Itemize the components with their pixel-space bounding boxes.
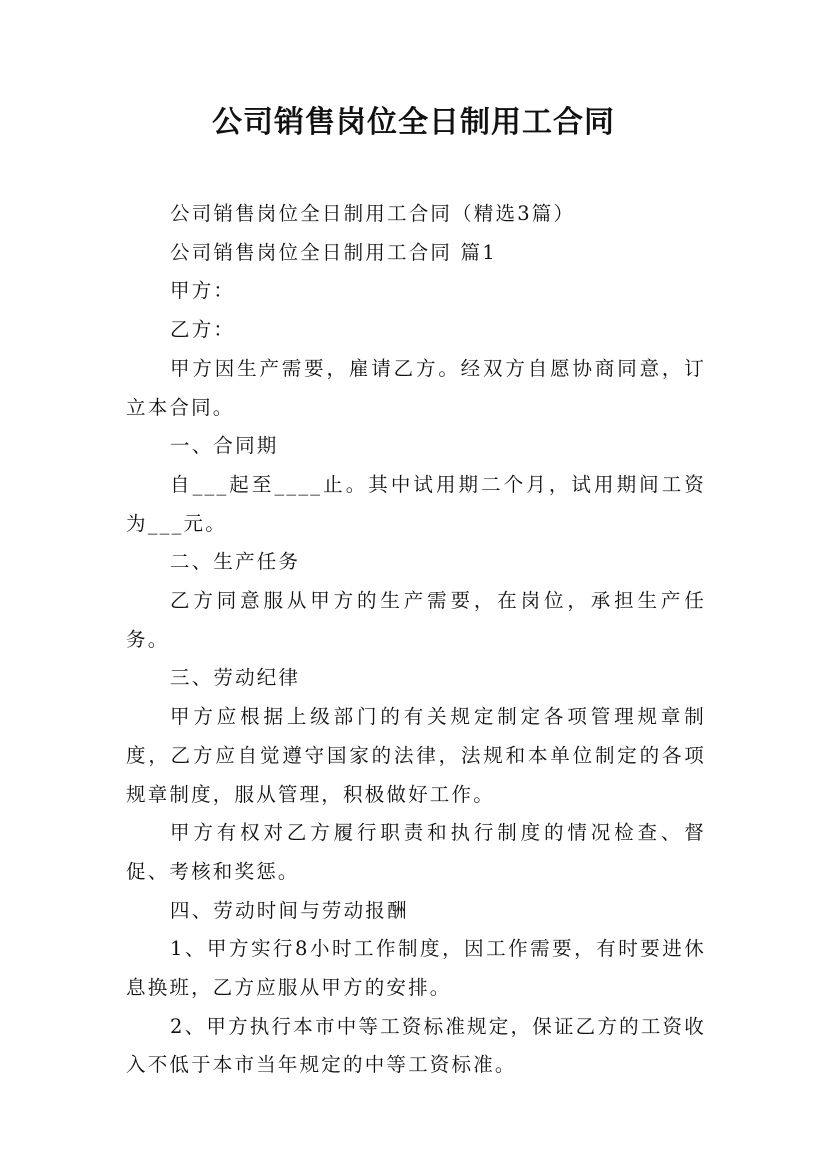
- paragraph-section-heading: 公司销售岗位全日制用工合同 篇1: [170, 240, 497, 264]
- paragraph-party-a: 甲方：: [170, 279, 236, 303]
- paragraph-subtitle: 公司销售岗位全日制用工合同（精选3篇）: [170, 202, 576, 225]
- heading-production-tasks: 二、生产任务: [170, 550, 301, 574]
- paragraph-wage-standard: 2、甲方执行本市中等工资标准规定，保证乙方的工资收入不低于本市当年规定的中等工资标准。: [126, 1014, 706, 1077]
- paragraph-party-b: 乙方：: [170, 318, 236, 342]
- paragraph-labor-discipline-2: 甲方有权对乙方履行职责和执行制度的情况检查、督促、考核和奖惩。: [126, 821, 706, 883]
- document-body: [126, 195, 706, 1085]
- heading-working-hours-pay: 四、劳动时间与劳动报酬: [170, 898, 409, 922]
- paragraph-preamble: 甲方因生产需要，雇请乙方。经双方自愿协商同意，订立本合同。: [126, 356, 706, 419]
- paragraph-contract-period: 自___起至____止。其中试用期二个月，试用期间工资为___元。: [126, 472, 706, 535]
- paragraph-labor-discipline-1: 甲方应根据上级部门的有关规定制定各项管理规章制度，乙方应自觉遵守国家的法律，法规和本单位制定的各项规章制度，服从管理，积极做好工作。: [126, 705, 706, 806]
- heading-contract-period: 一、合同期: [170, 434, 279, 458]
- heading-labor-discipline: 三、劳动纪律: [170, 666, 301, 690]
- document-title: 公司销售岗位全日制用工合同: [212, 105, 615, 140]
- paragraph-production-tasks: 乙方同意服从甲方的生产需要，在岗位，承担生产任务。: [126, 589, 706, 651]
- paragraph-working-hours: 1、甲方实行8小时工作制度，因工作需要，有时要进休息换班，乙方应服从甲方的安排。: [126, 937, 706, 1000]
